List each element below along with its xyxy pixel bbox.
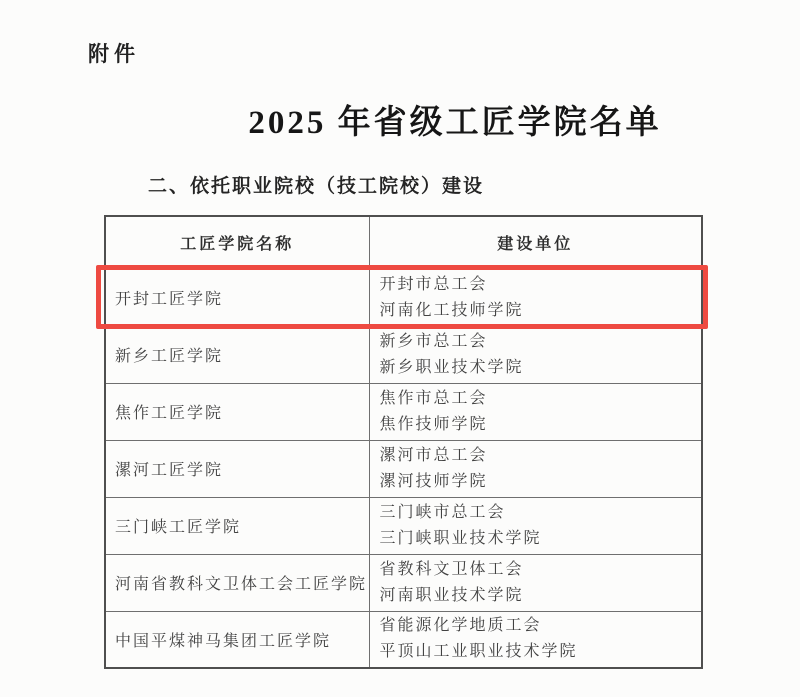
unit-line: 三门峡职业技术学院 — [379, 529, 542, 547]
unit-line: 新乡市总工会 — [379, 332, 488, 350]
unit-line: 焦作市总工会 — [379, 389, 488, 407]
construction-unit-cell — [369, 554, 702, 611]
unit-line: 三门峡市总工会 — [379, 503, 506, 521]
unit-line: 漯河技师学院 — [379, 472, 488, 490]
construction-unit-cell — [369, 440, 702, 497]
unit-line: 新乡职业技术学院 — [379, 358, 524, 376]
col-header-academy-name: 工匠学院名称 — [105, 216, 369, 269]
table-row — [105, 554, 702, 611]
attachment-label: 附件 — [88, 43, 140, 66]
unit-line: 焦作技师学院 — [379, 415, 488, 433]
table-row — [105, 497, 702, 554]
academy-name-cell: 河南省教科文卫体工会工匠学院 — [105, 554, 369, 611]
col-header-construction-unit: 建设单位 — [369, 216, 702, 269]
construction-unit-cell — [369, 326, 702, 383]
section-heading: 二、依托职业院校（技工院校）建设 — [148, 176, 485, 197]
table-row — [105, 440, 702, 497]
unit-line: 河南职业技术学院 — [379, 586, 524, 604]
unit-line: 开封市总工会 — [379, 275, 488, 293]
unit-line: 漯河市总工会 — [379, 446, 488, 464]
construction-unit-cell — [369, 611, 702, 668]
table-row — [105, 326, 702, 383]
unit-line: 平顶山工业职业技术学院 — [379, 643, 578, 661]
page-title: 2025 年省级工匠学院名单 — [248, 105, 662, 141]
table-row — [105, 611, 702, 668]
academy-name-cell: 开封工匠学院 — [105, 269, 369, 326]
academy-name-cell: 新乡工匠学院 — [105, 326, 369, 383]
academy-name-cell: 漯河工匠学院 — [105, 440, 369, 497]
table-body — [105, 269, 702, 668]
table-row-highlighted — [105, 269, 702, 326]
table-container — [104, 215, 701, 667]
table-header-row — [105, 216, 702, 269]
construction-unit-cell — [369, 497, 702, 554]
unit-line: 河南化工技师学院 — [379, 301, 524, 319]
unit-line: 省能源化学地质工会 — [379, 617, 542, 635]
unit-line: 省教科文卫体工会 — [379, 560, 524, 578]
construction-unit-cell — [369, 383, 702, 440]
construction-unit-cell — [369, 269, 702, 326]
academy-name-cell: 中国平煤神马集团工匠学院 — [105, 611, 369, 668]
academy-name-cell: 焦作工匠学院 — [105, 383, 369, 440]
academy-table — [104, 215, 703, 669]
academy-name-cell: 三门峡工匠学院 — [105, 497, 369, 554]
table-row — [105, 383, 702, 440]
